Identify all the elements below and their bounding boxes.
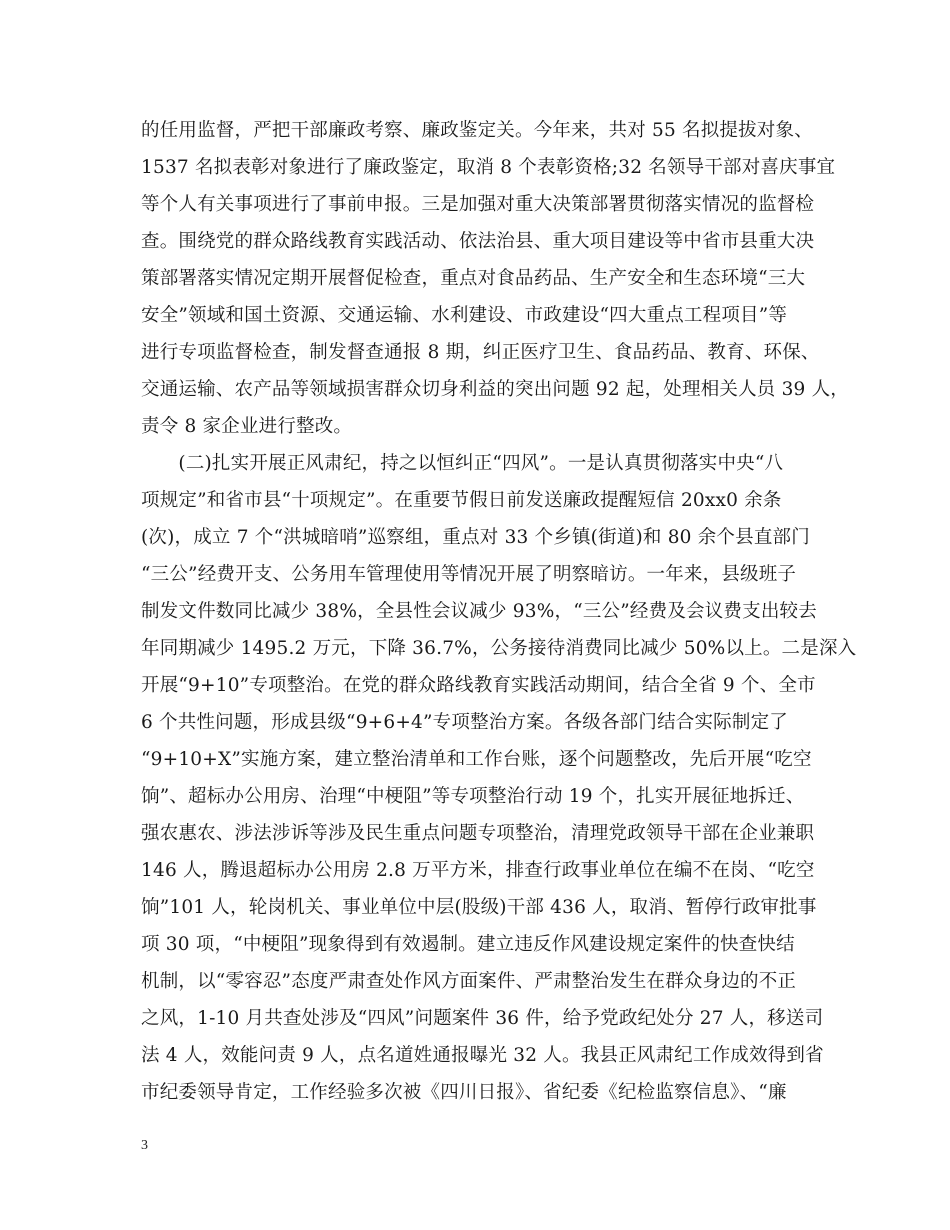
text-line: 责令 8 家企业进行整改。	[141, 416, 353, 437]
text-line: 6 个共性问题，形成县级“9+6+4”专项整治方案。各级各部门结合实际制定了	[141, 712, 788, 733]
text-line: 安全”领域和国土资源、交通运输、水利建设、市政建设“四大重点工程项目”等	[141, 305, 788, 326]
text-line: 强农惠农、涉法涉诉等涉及民生重点问题专项整治，清理党政领导干部在企业兼职	[141, 823, 815, 844]
text-line: 之风，1-10 月共查处涉及“四风”问题案件 36 件，给予党政纪处分 27 人，移送司	[141, 1008, 824, 1029]
text-line: 饷”、超标办公用房、治理“中梗阻”等专项整治行动 19 个，扎实开展征地拆迁、	[141, 786, 805, 807]
text-line: 饷”101 人，轮岗机关、事业单位中层(股级)干部 436 人，取消、暂停行政审批事	[141, 897, 817, 918]
text-line: 查。围绕党的群众路线教育实践活动、依法治县、重大项目建设等中省市县重大决	[141, 231, 815, 252]
text-line: 机制，以“零容忍”态度严肃查处作风方面案件、严肃整治发生在群众身边的不正	[141, 971, 797, 992]
text-line: 制发文件数同比减少 38%，全县性会议减少 93%，“三公”经费及会议费支出较去	[141, 601, 817, 622]
text-line: 146 人，腾退超标办公用房 2.8 万平方米，排查行政事业单位在编不在岗、“吃空	[141, 860, 815, 881]
text-line: 年同期减少 1495.2 万元，下降 36.7%，公务接待消费同比减少 50%以上。二是深入	[141, 638, 857, 659]
text-line: 策部署落实情况定期开展督促检查，重点对食品药品、生产安全和生态环境“三大	[141, 268, 806, 289]
text-line: 等个人有关事项进行了事前申报。三是加强对重大决策部署贯彻落实情况的监督检	[141, 194, 815, 215]
text-line: 项规定”和省市县“十项规定”。在重要节假日前发送廉政提醒短信 20xx0 余条	[141, 490, 782, 511]
text-line: 1537 名拟表彰对象进行了廉政鉴定，取消 8 个表彰资格;32 名领导干部对喜庆事宜	[141, 157, 836, 178]
text-line: 的任用监督，严把干部廉政考察、廉政鉴定关。今年来，共对 55 名拟提拔对象、	[141, 120, 813, 141]
body-text	[141, 112, 857, 1111]
text-line: 市纪委领导肯定，工作经验多次被《四川日报》、省纪委《纪检监察信息》、“廉	[141, 1082, 787, 1103]
text-line: 项 30 项，“中梗阻”现象得到有效遏制。建立违反作风建设规定案件的快查快结	[141, 934, 795, 955]
text-line: (次)，成立 7 个“洪城暗哨”巡察组，重点对 33 个乡镇(街道)和 80 余个县直部门	[141, 527, 810, 548]
text-line: “9+10+X”实施方案，建立整治清单和工作台账，逐个问题整改，先后开展“吃空	[141, 749, 812, 770]
text-line: 开展“9+10”专项整治。在党的群众路线教育实践活动期间，结合全省 9 个、全市	[141, 675, 816, 696]
page-number: 3	[141, 1138, 148, 1153]
text-line: 法 4 人，效能问责 9 人，点名道姓通报曝光 32 人。我县正风肃纪工作成效得到省	[141, 1045, 824, 1066]
text-line: (二)扎实开展正风肃纪，持之以恒纠正“四风”。一是认真贯彻落实中央“八	[141, 453, 784, 474]
text-line: 交通运输、农产品等领域损害群众切身利益的突出问题 92 起，处理相关人员 39 人，	[141, 379, 850, 400]
text-line: “三公”经费开支、公务用车管理使用等情况开展了明察暗访。一年来，县级班子	[141, 564, 797, 585]
text-line: 进行专项监督检查，制发督查通报 8 期，纠正医疗卫生、食品药品、教育、环保、	[141, 342, 820, 363]
